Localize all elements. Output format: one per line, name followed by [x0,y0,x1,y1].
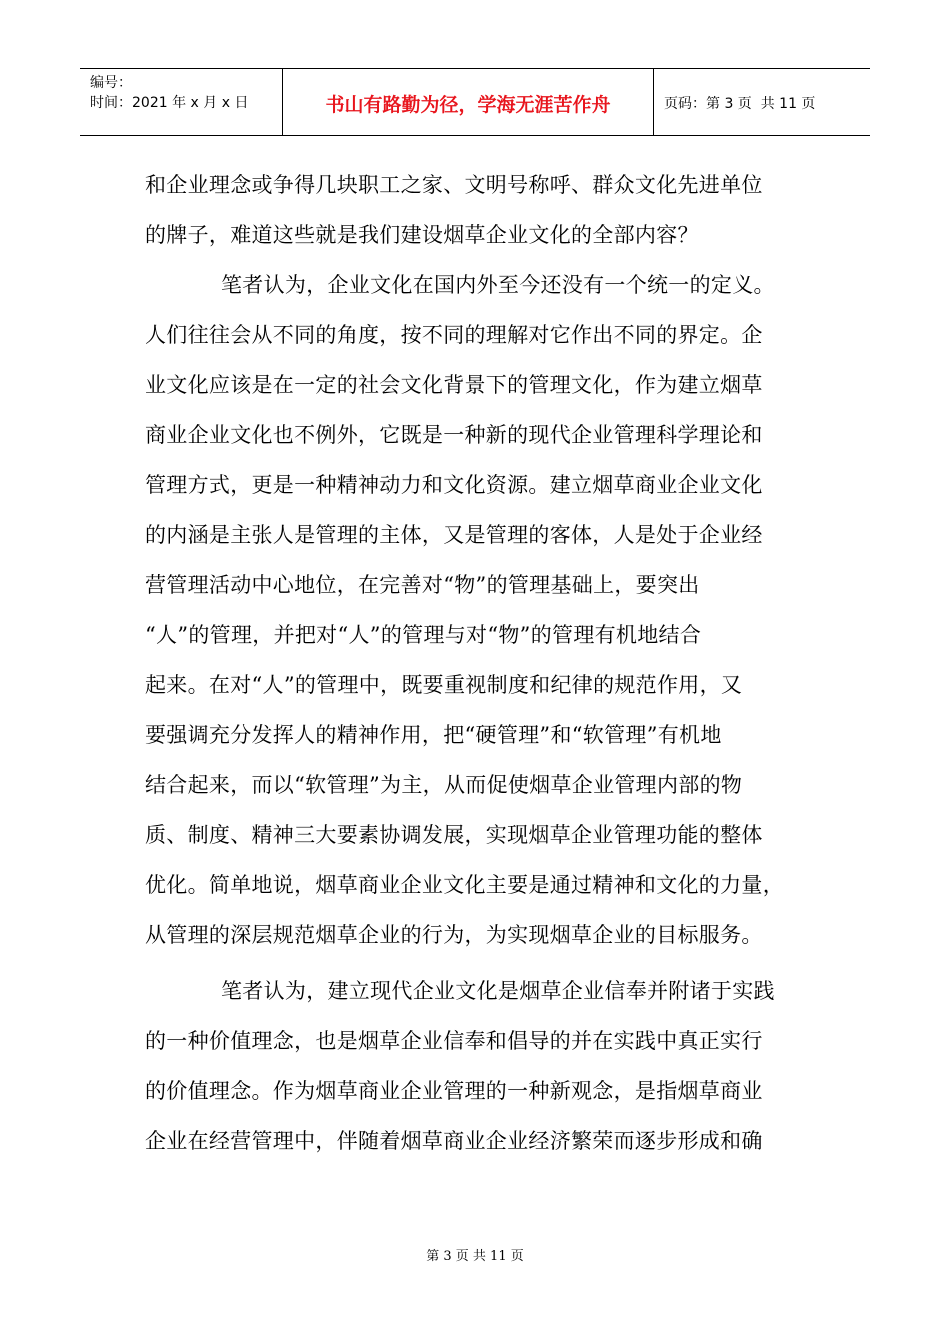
page-footer: 第 3 页 共 11 页 [426,1249,524,1264]
header-motto: 书山有路勤为径，学海无涯苦作舟 [283,69,654,135]
text-line: 的价值理念。作为烟草商业企业管理的一种新观念，是指烟草商业 [145,1079,763,1103]
text-line: 和企业理念或争得几块职工之家、文明号称呼、群众文化先进单位 [145,173,763,197]
text-line: 管理方式，更是一种精神动力和文化资源。建立烟草商业企业文化 [145,473,763,497]
date-label: 时间：2021 年 x 月 x 日 [90,95,249,111]
text-line: 人们往往会从不同的角度，按不同的理解对它作出不同的界定。企 [145,323,763,347]
text-line: 的内涵是主张人是管理的主体，又是管理的客体，人是处于企业经 [145,523,763,547]
document-body [145,160,825,1166]
text-line: 商业企业文化也不例外，它既是一种新的现代企业管理科学理论和 [145,423,763,447]
header-page-info [654,69,870,135]
page-info-text: 页码：第 3 页 共 11 页 [664,96,816,112]
paragraph-start-line: 笔者认为，企业文化在国内外至今还没有一个统一的定义。 [221,273,775,297]
text-line: 优化。简单地说，烟草商业企业文化主要是通过精神和文化的力量， [145,873,784,897]
page-header [80,68,870,136]
text-line: 从管理的深层规范烟草企业的行为，为实现烟草企业的目标服务。 [145,923,763,947]
serial-number-label: 编号： [90,75,132,91]
paragraph-start-line: 笔者认为，建立现代企业文化是烟草企业信奉并附诸于实践 [221,979,775,1003]
text-line: “人”的管理，并把对“人”的管理与对“物”的管理有机地结合 [145,623,702,647]
text-line: 起来。在对“人”的管理中，既要重视制度和纪律的规范作用，又 [145,673,743,697]
text-line: 企业在经营管理中，伴随着烟草商业企业经济繁荣而逐步形成和确 [145,1129,763,1153]
text-line: 质、制度、精神三大要素协调发展，实现烟草企业管理功能的整体 [145,823,763,847]
text-line: 业文化应该是在一定的社会文化背景下的管理文化，作为建立烟草 [145,373,763,397]
text-line: 的一种价值理念，也是烟草企业信奉和倡导的并在实践中真正实行 [145,1029,763,1053]
header-meta [80,69,283,135]
text-line: 要强调充分发挥人的精神作用，把“硬管理”和“软管理”有机地 [145,723,722,747]
text-line: 营管理活动中心地位，在完善对“物”的管理基础上，要突出 [145,573,700,597]
text-line: 结合起来，而以“软管理”为主，从而促使烟草企业管理内部的物 [145,773,743,797]
text-line: 的牌子，难道这些就是我们建设烟草企业文化的全部内容？ [145,223,699,247]
